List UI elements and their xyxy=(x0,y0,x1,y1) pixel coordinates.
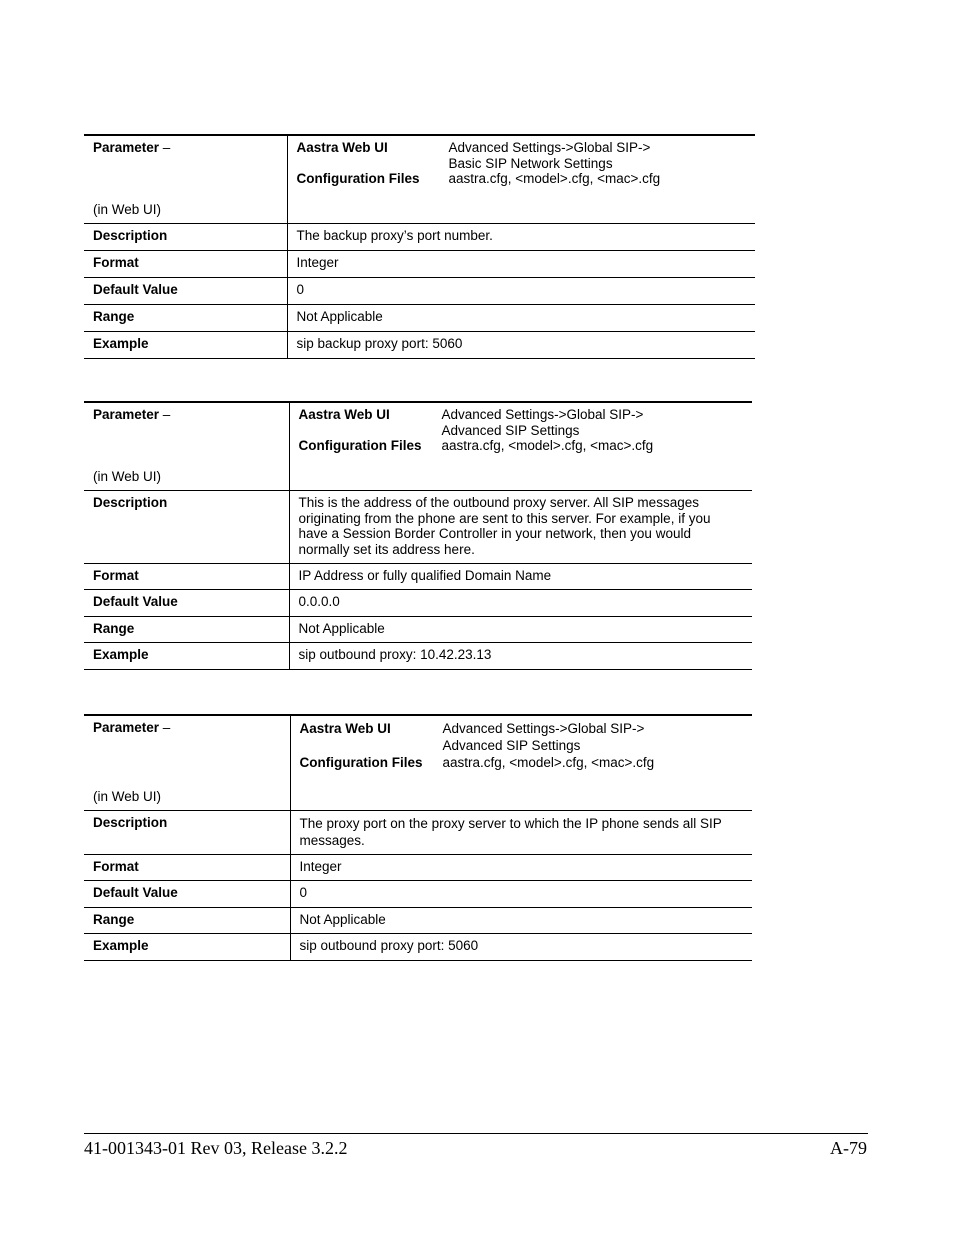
web-ui-path-line-1: Advanced Settings->Global SIP-> xyxy=(442,721,645,736)
parameter-label: Parameter xyxy=(93,140,160,155)
table-row xyxy=(84,855,752,881)
table-row xyxy=(84,590,752,617)
web-ui-path-line-2: Basic SIP Network Settings xyxy=(448,155,613,171)
row-label: Default Value xyxy=(84,590,289,617)
parameter-dash: – xyxy=(159,720,171,735)
row-label: Description xyxy=(84,491,289,564)
row-value: IP Address or fully qualified Domain Name xyxy=(289,564,752,590)
table-row xyxy=(84,491,752,564)
row-value: Integer xyxy=(290,855,752,881)
in-web-ui-note: (in Web UI) xyxy=(93,201,162,217)
row-value: Not Applicable xyxy=(290,908,752,934)
table-row xyxy=(84,617,752,643)
config-files-label: Configuration Files xyxy=(298,438,422,453)
web-ui-path-line-1: Advanced Settings->Global SIP-> xyxy=(441,407,644,422)
row-value: 0 xyxy=(287,278,755,305)
table-row xyxy=(84,934,752,961)
row-label: Description xyxy=(84,811,290,855)
row-label: Example xyxy=(84,332,287,359)
row-label: Format xyxy=(84,251,287,278)
table-row xyxy=(84,811,752,855)
row-value: The proxy port on the proxy server to which the IP phone sends all SIP messages. xyxy=(290,811,752,855)
web-ui-path xyxy=(442,407,744,438)
table-header-row xyxy=(84,402,752,491)
in-web-ui-note: (in Web UI) xyxy=(93,788,162,804)
row-label: Default Value xyxy=(84,278,287,305)
row-value: Not Applicable xyxy=(287,305,755,332)
row-label: Range xyxy=(84,305,287,332)
row-value: The backup proxy’s port number. xyxy=(287,224,755,251)
locations-cell xyxy=(289,402,752,491)
row-value: sip outbound proxy: 10.42.23.13 xyxy=(289,643,752,670)
row-value: Integer xyxy=(287,251,755,278)
table-row xyxy=(84,564,752,590)
row-value: sip backup proxy port: 5060 xyxy=(287,332,755,359)
row-value: This is the address of the outbound proxy server. All SIP messages originating from the phone are sent to this server. For example, if you have a Session Border Controller in your network, then you would normally set its address here. xyxy=(289,491,752,564)
config-files-value: aastra.cfg, <model>.cfg, <mac>.cfg xyxy=(442,755,655,770)
parameter-dash: – xyxy=(159,140,171,155)
config-files-value: aastra.cfg, <model>.cfg, <mac>.cfg xyxy=(441,438,654,453)
parameter-label: Parameter xyxy=(93,407,160,422)
row-value: sip outbound proxy port: 5060 xyxy=(290,934,752,961)
config-files-label: Configuration Files xyxy=(296,171,420,186)
web-ui-path xyxy=(449,140,747,171)
row-label: Example xyxy=(84,643,289,670)
table-row xyxy=(84,881,752,908)
row-label: Format xyxy=(84,564,289,590)
web-ui-path-line-2: Advanced SIP Settings xyxy=(441,422,580,438)
table-header-row xyxy=(84,135,755,224)
footer-page-number: A-79 xyxy=(830,1138,867,1158)
row-label: Format xyxy=(84,855,290,881)
row-label: Range xyxy=(84,908,290,934)
web-ui-label: Aastra Web UI xyxy=(299,721,391,736)
parameter-cell xyxy=(84,135,287,224)
row-value: Not Applicable xyxy=(289,617,752,643)
table-row xyxy=(84,332,755,359)
row-label: Example xyxy=(84,934,290,961)
web-ui-path-line-1: Advanced Settings->Global SIP-> xyxy=(448,140,651,155)
parameter-label: Parameter xyxy=(93,720,160,735)
row-label: Default Value xyxy=(84,881,290,908)
row-label: Description xyxy=(84,224,287,251)
table-header-row xyxy=(84,715,752,811)
table-row xyxy=(84,908,752,934)
footer-document-id: 41-001343-01 Rev 03, Release 3.2.2 xyxy=(84,1138,348,1158)
config-files-value: aastra.cfg, <model>.cfg, <mac>.cfg xyxy=(448,171,661,186)
table-row xyxy=(84,305,755,332)
footer-divider xyxy=(84,1133,868,1134)
row-label: Range xyxy=(84,617,289,643)
table-row xyxy=(84,224,755,251)
parameter-table-outbound-proxy-port xyxy=(84,714,752,961)
in-web-ui-note: (in Web UI) xyxy=(93,468,162,484)
parameter-dash: – xyxy=(159,407,171,422)
table-row xyxy=(84,251,755,278)
web-ui-label: Aastra Web UI xyxy=(296,140,388,155)
parameter-cell xyxy=(84,402,289,491)
parameter-table-outbound-proxy xyxy=(84,401,752,670)
locations-cell xyxy=(290,715,752,811)
parameter-table-backup-proxy-port xyxy=(84,134,755,359)
config-files-label: Configuration Files xyxy=(299,755,423,770)
web-ui-path-line-2: Advanced SIP Settings xyxy=(442,738,581,753)
table-row xyxy=(84,278,755,305)
locations-cell xyxy=(287,135,755,224)
web-ui-path xyxy=(443,720,744,754)
row-value: 0.0.0.0 xyxy=(289,590,752,617)
web-ui-label: Aastra Web UI xyxy=(298,407,390,422)
table-row xyxy=(84,643,752,670)
parameter-cell xyxy=(84,715,290,811)
row-value: 0 xyxy=(290,881,752,908)
